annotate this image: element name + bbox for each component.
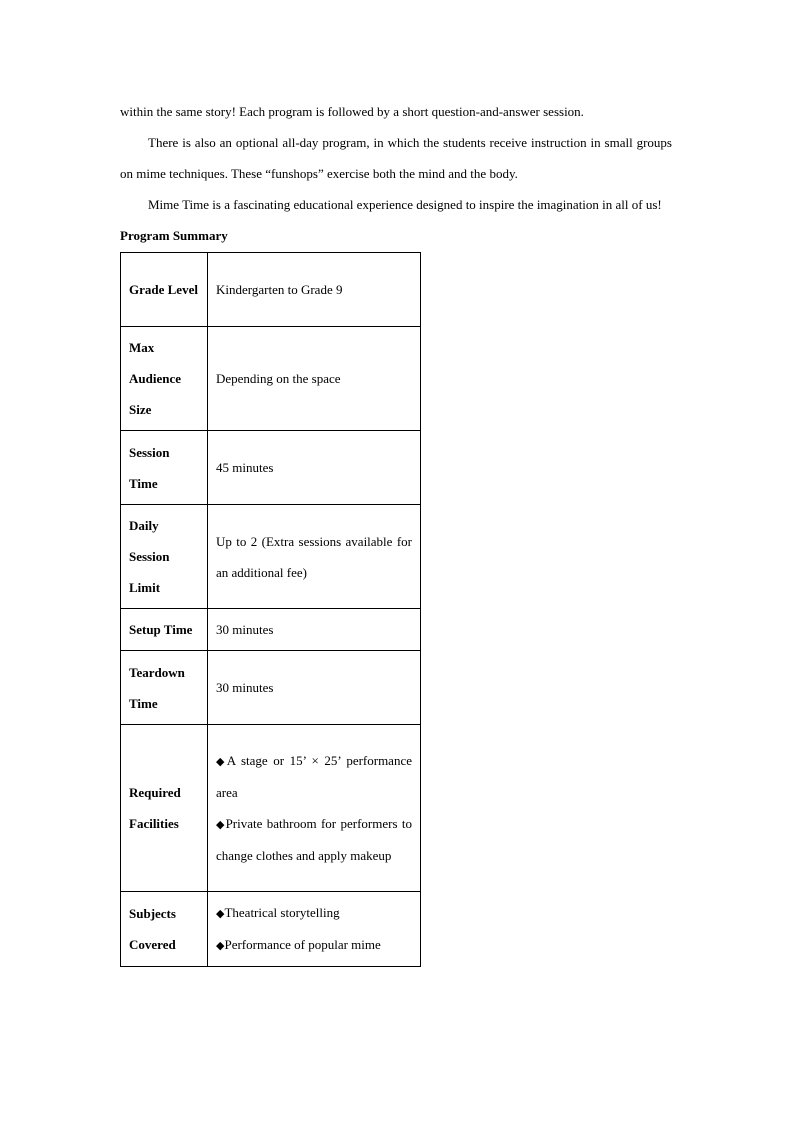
program-summary-table (120, 252, 421, 967)
table-row (121, 609, 421, 651)
row-value: 30 minutes (208, 651, 421, 725)
row-value: 30 minutes (208, 609, 421, 651)
bullet-text: Private bathroom for performers to change clothes and apply makeup (216, 816, 412, 863)
paragraph-all-day-program: There is also an optional all-day program, in which the students receive instruction in small groups on mime techniques. These “funshops” exercise both the mind and the body. (120, 135, 672, 181)
row-value (208, 892, 421, 967)
bullet-item (216, 929, 412, 961)
row-label: Teardown Time (121, 651, 208, 725)
bullet-text: Theatrical storytelling (224, 905, 340, 920)
row-value: 45 minutes (208, 431, 421, 505)
table-row (121, 253, 421, 327)
bullet-text: A stage or 15’ × 25’ performance area (216, 753, 412, 800)
row-label: Max Audience Size (121, 327, 208, 431)
row-value: Up to 2 (Extra sessions available for an additional fee) (208, 505, 421, 609)
row-label: Grade Level (121, 253, 208, 327)
diamond-bullet-icon: ◆ (216, 818, 226, 831)
diamond-bullet-icon: ◆ (216, 755, 227, 768)
paragraph-mime-time: Mime Time is a fascinating educational experience designed to inspire the imagination in all of us! (148, 197, 662, 212)
table-row (121, 505, 421, 609)
table-row (121, 651, 421, 725)
diamond-bullet-icon: ◆ (216, 907, 225, 920)
bullet-item (216, 745, 412, 808)
row-label: Subjects Covered (121, 892, 208, 967)
table-row (121, 725, 421, 892)
table-row (121, 327, 421, 431)
table-row (121, 431, 421, 505)
paragraph-continuation: within the same story! Each program is followed by a short question-and-answer session. (120, 104, 584, 119)
document-page (120, 96, 672, 967)
row-label: Required Facilities (121, 725, 208, 892)
bullet-item (216, 808, 412, 871)
row-value: Kindergarten to Grade 9 (208, 253, 421, 327)
row-value (208, 725, 421, 892)
row-label: Session Time (121, 431, 208, 505)
bullet-item (216, 897, 412, 929)
row-value: Depending on the space (208, 327, 421, 431)
diamond-bullet-icon: ◆ (216, 939, 225, 952)
table-row (121, 892, 421, 967)
row-label: Setup Time (121, 609, 208, 651)
bullet-text: Performance of popular mime (224, 937, 381, 952)
program-summary-heading: Program Summary (120, 228, 228, 243)
row-label: Daily Session Limit (121, 505, 208, 609)
